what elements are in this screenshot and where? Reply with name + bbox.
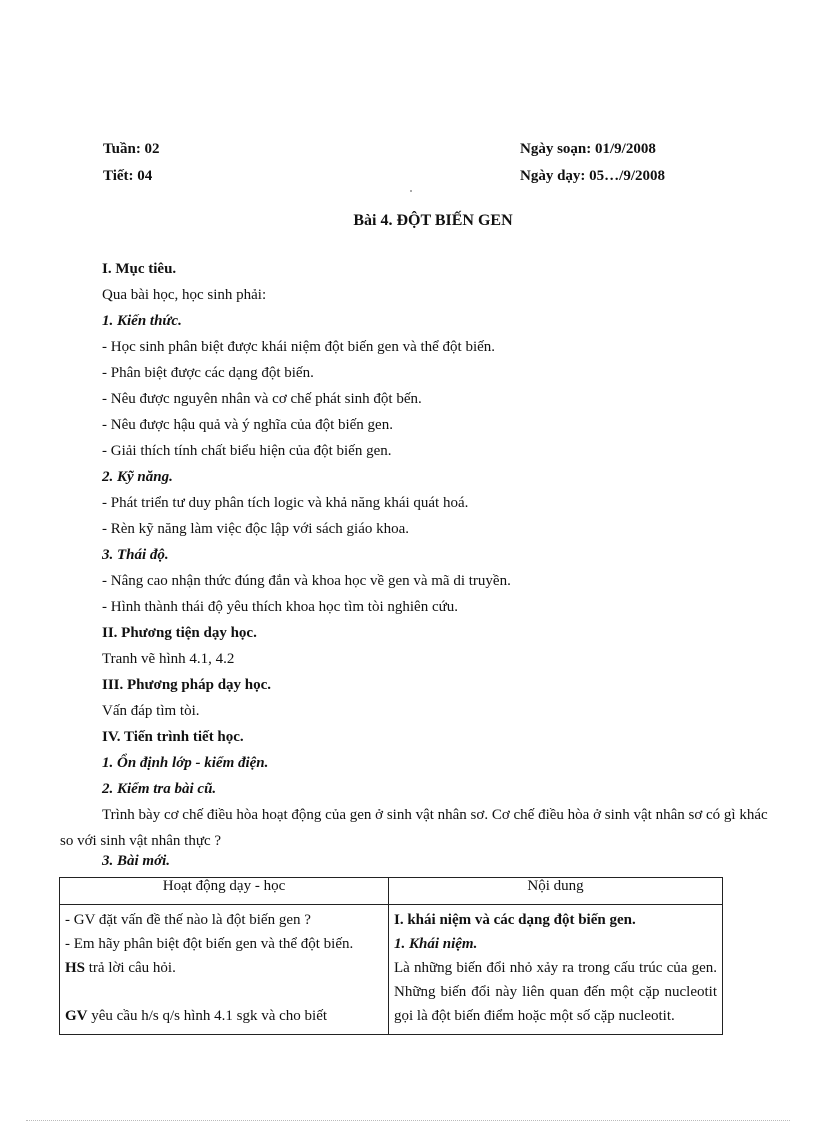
attitude-item: - Nâng cao nhận thức đúng đắn và khoa học về gen và mã di truyền. <box>102 573 511 589</box>
gv-text: yêu cầu h/s q/s hình 4.1 sgk và cho biết <box>87 1008 328 1024</box>
table-header-row <box>60 878 723 905</box>
lesson-body <box>102 256 792 802</box>
knowledge-item: - Nêu được nguyên nhân và cơ chế phát sinh đột bến. <box>102 391 422 407</box>
hs-text: trả lời câu hỏi. <box>85 960 176 976</box>
activity-line <box>65 1004 383 1028</box>
content-cell <box>389 905 723 1035</box>
knowledge-item: - Phân biệt được các dạng đột biến. <box>102 365 314 381</box>
table-header-content: Nội dung <box>389 878 723 905</box>
activity-line <box>65 956 383 980</box>
step3-heading: 3. Bài mới. <box>102 853 171 869</box>
week-label: Tuần: 02 <box>103 141 160 157</box>
skills-heading: 2. Kỹ năng. <box>102 469 173 485</box>
objectives-intro: Qua bài học, học sinh phải: <box>102 287 267 303</box>
period-label: Tiết: 04 <box>103 168 153 184</box>
teach-date-label: Ngày dạy: 05…/9/2008 <box>520 168 666 184</box>
table-row <box>60 905 723 1035</box>
attitude-item: - Hình thành thái độ yêu thích khoa học tìm tòi nghiên cứu. <box>102 599 458 615</box>
content-heading: I. khái niệm và các dạng đột biến gen. <box>394 912 636 928</box>
means-heading: II. Phương tiện dạy học. <box>102 625 257 641</box>
hs-label: HS <box>65 960 86 976</box>
step2-heading: 2. Kiểm tra bài cũ. <box>102 781 217 797</box>
step1-heading: 1. Ổn định lớp - kiểm điện. <box>102 755 269 771</box>
process-heading: IV. Tiến trình tiết học. <box>102 729 244 745</box>
content-subheading: 1. Khái niệm. <box>394 936 478 952</box>
knowledge-heading: 1. Kiến thức. <box>102 313 182 329</box>
methods-text: Vấn đáp tìm tòi. <box>102 703 200 719</box>
knowledge-item: - Nêu được hậu quả và ý nghĩa của đột biến gen. <box>102 417 393 433</box>
page-bottom-border <box>26 1120 790 1121</box>
means-text: Tranh vẽ hình 4.1, 4.2 <box>102 651 235 667</box>
table-header-activity: Hoạt động dạy - học <box>60 878 389 905</box>
step2-paragraph: Trình bày cơ chế điều hòa hoạt động của gen ở sinh vật nhân sơ. Cơ chế điều hòa ở sinh vật nhân sơ có gì khác so với sinh vật nhân thực ? <box>60 807 768 849</box>
activity-line: - GV đặt vấn đề thế nào là đột biến gen ? <box>65 912 311 928</box>
knowledge-item: - Học sinh phân biệt được khái niệm đột biến gen và thể đột biến. <box>102 339 496 355</box>
lesson-title: Bài 4. ĐỘT BIẾN GEN <box>353 212 513 229</box>
blank-line <box>65 980 383 1004</box>
activity-line: - Em hãy phân biệt đột biến gen và thể đột biến. <box>65 936 354 952</box>
methods-heading: III. Phương pháp dạy học. <box>102 677 272 693</box>
skills-item: - Rèn kỹ năng làm việc độc lập với sách giáo khoa. <box>102 521 410 537</box>
objectives-heading: I. Mục tiêu. <box>102 261 177 277</box>
gv-label: GV <box>65 1008 88 1024</box>
lesson-table <box>59 877 723 1035</box>
stray-dot <box>410 190 412 192</box>
knowledge-item: - Giải thích tính chất biểu hiện của đột biến gen. <box>102 443 392 459</box>
content-text: Là những biến đổi nhỏ xảy ra trong cấu trúc của gen. Những biến đổi này liên quan đến một cặp nucleotit gọi là đột biến điểm hoặc một số cặp nucleotit. <box>394 960 717 1024</box>
prep-date-label: Ngày soạn: 01/9/2008 <box>520 141 656 157</box>
attitude-heading: 3. Thái độ. <box>102 547 169 563</box>
activity-cell <box>60 905 389 1035</box>
skills-item: - Phát triển tư duy phân tích logic và khả năng khái quát hoá. <box>102 495 469 511</box>
